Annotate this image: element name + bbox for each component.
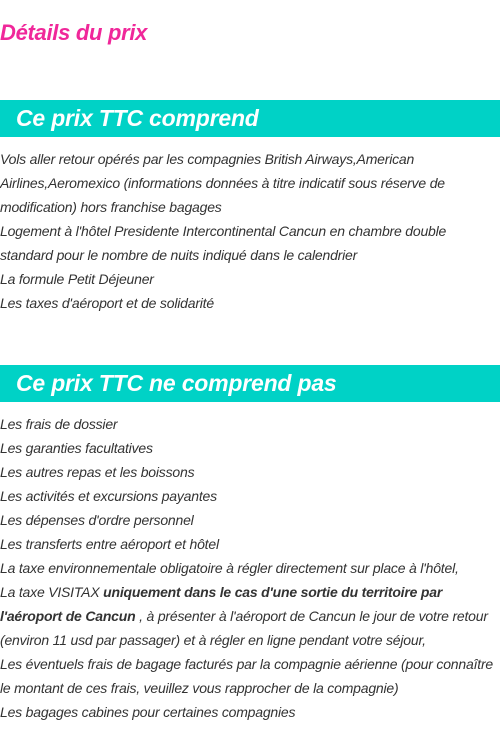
excluded-item-activities: Les activités et excursions payantes	[0, 488, 217, 504]
excluded-item-personal: Les dépenses d'ordre personnel	[0, 512, 194, 528]
visitax-condition: uniquement dans le cas d'une sortie du territoire par l'aéroport de Cancun	[0, 584, 443, 624]
included-item-flights: Vols aller retour opérés par les compagnies British Airways,American Airlines,Aeromexico (informations données à titre indicatif sous réserve de modification) hors franchise bagages	[0, 151, 445, 215]
included-item-breakfast: La formule Petit Déjeuner	[0, 271, 154, 287]
included-section-heading: Ce prix TTC comprend	[0, 100, 500, 137]
excluded-item-transfers: Les transferts entre aéroport et hôtel	[0, 536, 219, 552]
included-item-hotel: Logement à l'hôtel Presidente Intercontinental Cancun en chambre double standard pour le nombre de nuits indiqué dans le calendrier	[0, 223, 447, 263]
excluded-item-cabin-bags: Les bagages cabines pour certaines compagnies	[0, 704, 296, 720]
excluded-item-baggage-fees: Les éventuels frais de bagage facturés par la compagnie aérienne (pour connaître le montant de ces frais, veuillez vous rapprocher de la compagnie)	[0, 656, 493, 696]
excluded-item-visitax	[0, 580, 500, 652]
excluded-item-guarantees: Les garanties facultatives	[0, 440, 153, 456]
visitax-details: , à présenter à l'aéroport de Cancun le jour de votre retour (environ 11 usd par passager) et à régler en ligne pendant votre séjour,	[0, 608, 488, 648]
page-title: Détails du prix	[0, 20, 148, 45]
excluded-item-eco-tax: La taxe environnementale obligatoire à régler directement sur place à l'hôtel,	[0, 560, 459, 576]
included-item-taxes: Les taxes d'aéroport et de solidarité	[0, 295, 214, 311]
excluded-item-file-fees: Les frais de dossier	[0, 416, 118, 432]
excluded-item-meals: Les autres repas et les boissons	[0, 464, 195, 480]
excluded-section-heading: Ce prix TTC ne comprend pas	[0, 365, 500, 402]
included-list	[0, 147, 500, 315]
excluded-list	[0, 412, 500, 724]
visitax-prefix: La taxe VISITAX	[0, 584, 104, 600]
